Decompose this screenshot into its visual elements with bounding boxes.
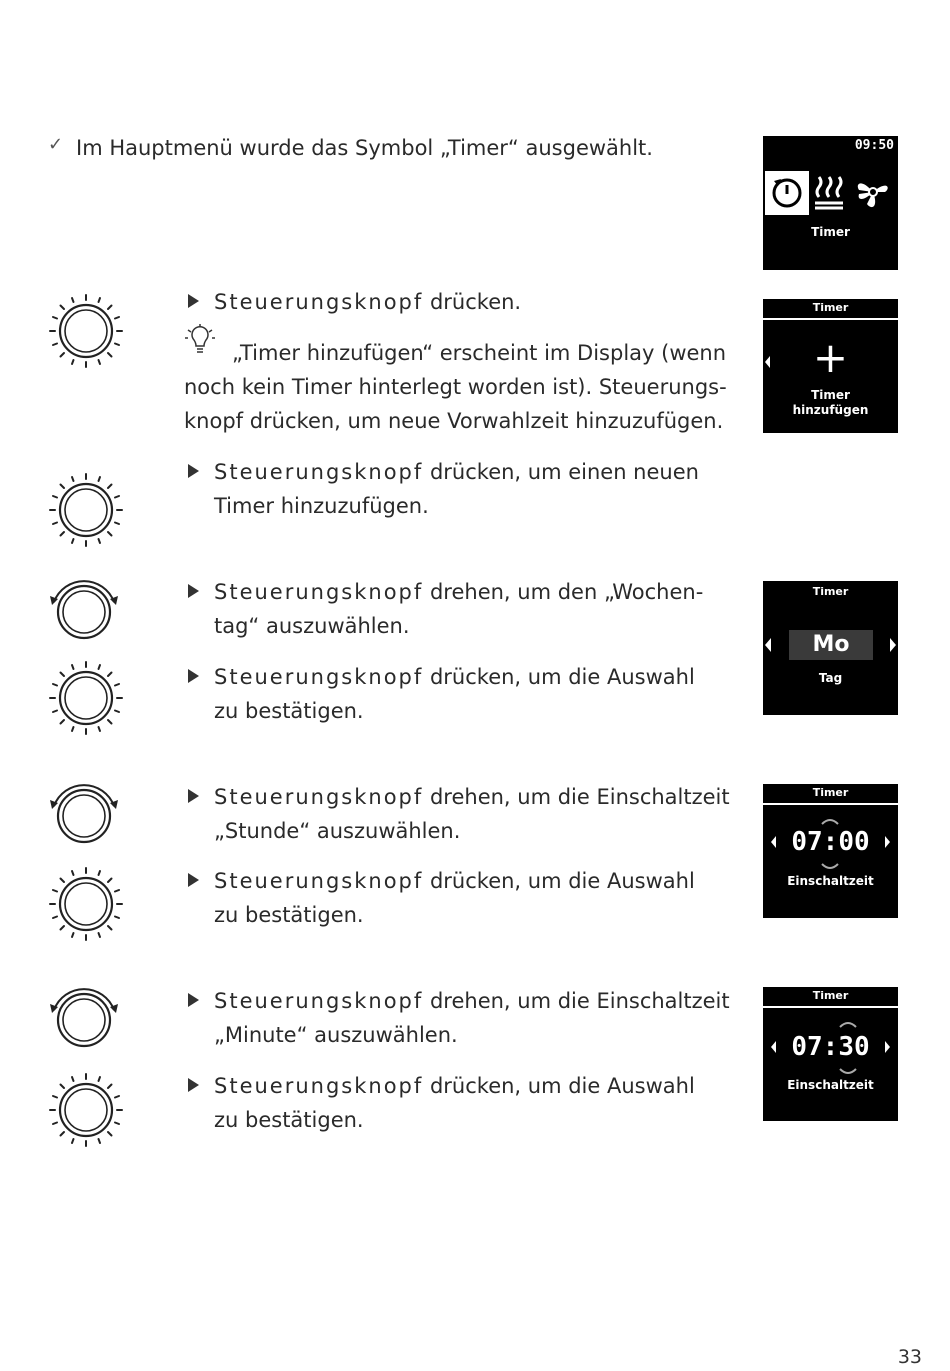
plus-icon: +	[812, 333, 849, 382]
step-arrow-icon	[188, 584, 199, 598]
display-label: Einschaltzeit	[787, 874, 874, 888]
display-label: Timer	[811, 225, 850, 239]
display-header: Timer	[812, 585, 849, 598]
day-value: Mo	[812, 632, 850, 657]
step-5-text: drehen, um die Einschaltzeit	[423, 785, 730, 809]
step-arrow-icon	[188, 464, 199, 478]
step-arrow-icon	[188, 669, 199, 683]
display-header: Timer	[812, 786, 849, 799]
press-knob-icon	[46, 291, 126, 371]
press-knob-icon	[46, 1070, 126, 1150]
display-header-rule	[763, 1006, 898, 1008]
step-8-keyword: Steuerungsknopf	[214, 1074, 424, 1098]
step-1-keyword: Steuerungsknopf	[214, 290, 424, 314]
minute-value: 07:30	[791, 1032, 870, 1062]
step-5-keyword: Steuerungsknopf	[214, 785, 424, 809]
step-arrow-icon	[188, 873, 199, 887]
step-8-text-2: zu bestätigen.	[214, 1108, 364, 1132]
hour-value: 07:00	[791, 827, 870, 857]
step-2-keyword: Steuerungsknopf	[214, 460, 424, 484]
step-8-text: drücken, um die Auswahl	[423, 1074, 695, 1098]
step-3-text: drehen, um den „Wochen-	[423, 580, 704, 604]
step-5-text-2: „Stunde“ auszuwählen.	[214, 819, 461, 843]
display-header-rule	[763, 803, 898, 805]
press-knob-icon	[46, 658, 126, 738]
step-4	[214, 660, 695, 728]
step-arrow-icon	[188, 789, 199, 803]
step-arrow-icon	[188, 993, 199, 1007]
display-label: Einschaltzeit	[787, 1078, 874, 1092]
step-arrow-icon	[188, 294, 199, 308]
scroll-down-icon	[819, 858, 841, 868]
turn-knob-icon	[44, 572, 124, 652]
display-header: Timer	[812, 301, 849, 314]
display-label: Tag	[818, 671, 843, 685]
hint-line-3: knopf drücken, um neue Vorwahlzeit hinzuzufügen.	[184, 409, 724, 433]
display-main-menu	[763, 136, 898, 270]
right-arrow-icon	[885, 836, 890, 848]
step-3	[214, 575, 703, 643]
turn-knob-icon	[44, 980, 124, 1060]
step-6-keyword: Steuerungsknopf	[214, 869, 424, 893]
timer-selected-icon	[765, 171, 809, 215]
display-minute	[763, 987, 898, 1121]
step-1	[214, 285, 521, 319]
right-arrow-icon	[885, 1041, 890, 1053]
display-add-timer	[763, 299, 898, 433]
step-2	[214, 455, 699, 523]
page-number: 33	[897, 1346, 922, 1368]
step-6-text-2: zu bestätigen.	[214, 903, 364, 927]
step-2-text: drücken, um einen neuen	[423, 460, 699, 484]
display-label-1: Timer	[811, 388, 850, 402]
scroll-up-icon	[837, 1013, 859, 1023]
lightbulb-icon	[184, 322, 216, 362]
step-7-text-2: „Minute“ auszuwählen.	[214, 1023, 458, 1047]
step-6-text: drücken, um die Auswahl	[423, 869, 695, 893]
intro-text: Im Hauptmenü wurde das Symbol „Timer“ ausgewählt.	[76, 136, 653, 160]
press-knob-icon	[46, 470, 126, 550]
display-header: Timer	[812, 989, 849, 1002]
step-3-keyword: Steuerungsknopf	[214, 580, 424, 604]
step-7-keyword: Steuerungsknopf	[214, 989, 424, 1013]
step-5	[214, 780, 730, 848]
step-6	[214, 864, 695, 932]
hint-line-1: „Timer hinzufügen“ erscheint im Display (wenn	[232, 341, 727, 365]
display-header-rule	[763, 318, 898, 320]
fan-icon	[853, 172, 893, 212]
turn-knob-icon	[44, 776, 124, 856]
press-knob-icon	[46, 864, 126, 944]
display-hour	[763, 784, 898, 918]
step-7	[214, 984, 730, 1052]
step-4-keyword: Steuerungsknopf	[214, 665, 424, 689]
step-3-text-2: tag“ auszuwählen.	[214, 614, 410, 638]
check-icon: ✓	[48, 134, 64, 155]
heating-icon	[812, 173, 846, 213]
scroll-up-icon	[819, 810, 841, 820]
left-arrow-icon	[765, 638, 771, 652]
step-7-text: drehen, um die Einschaltzeit	[423, 989, 730, 1013]
display-day	[763, 581, 898, 715]
step-8	[214, 1069, 695, 1137]
hint-line-2: noch kein Timer hinterlegt worden ist). Steuerungs-	[184, 375, 727, 399]
step-arrow-icon	[188, 1078, 199, 1092]
step-4-text: drücken, um die Auswahl	[423, 665, 695, 689]
display-label-2: hinzufügen	[792, 403, 869, 417]
right-arrow-icon	[890, 638, 896, 652]
step-1-text: drücken.	[423, 290, 522, 314]
display-time: 09:50	[854, 138, 894, 153]
scroll-down-icon	[837, 1063, 859, 1073]
step-4-text-2: zu bestätigen.	[214, 699, 364, 723]
step-2-text-2: Timer hinzuzufügen.	[214, 494, 429, 518]
